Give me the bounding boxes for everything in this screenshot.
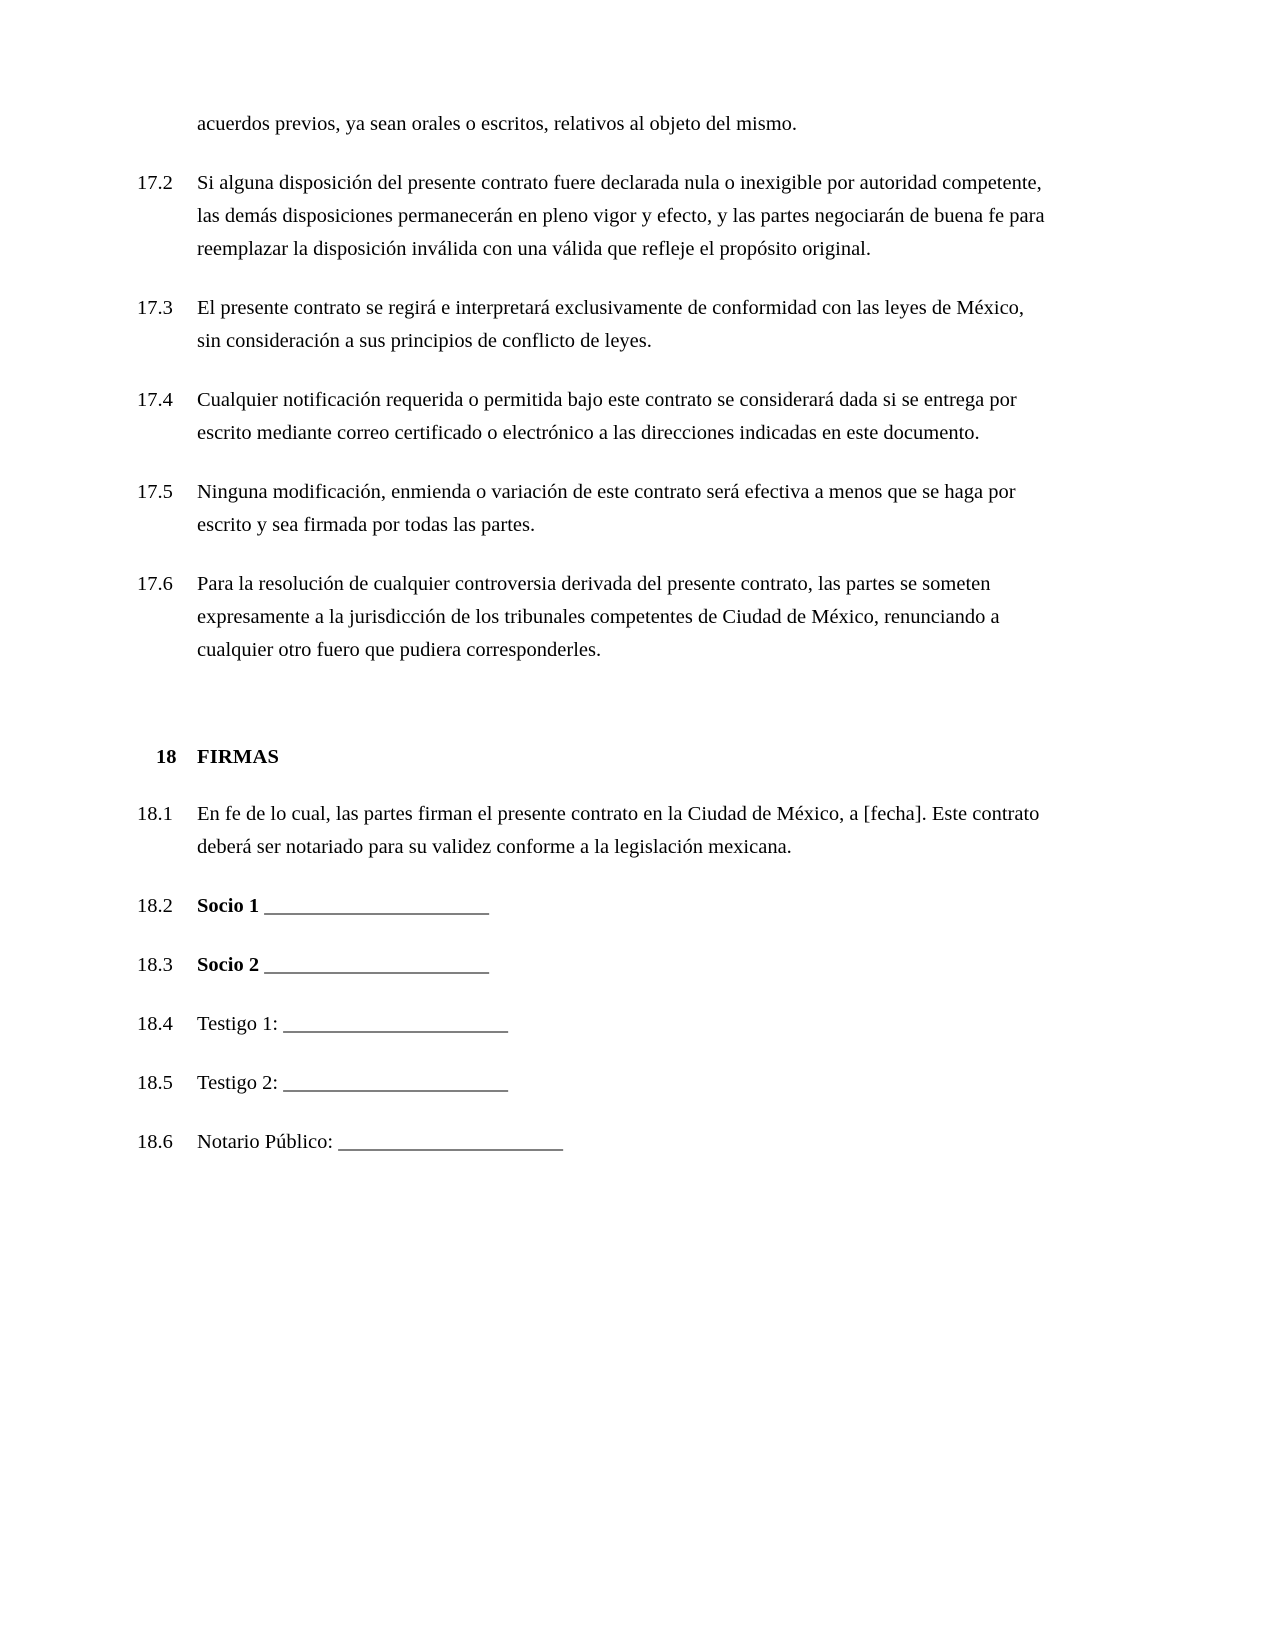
clause-17-3 [137,292,1050,358]
clause-number: 18.6 [137,1131,173,1153]
section-number: 18 [156,746,177,768]
signature-line-18-5 [137,1067,1050,1100]
clause-text: En fe de lo cual, las partes firman el presente contrato en la Ciudad de México, a [fecha]. Este contrato deberá ser notariado para su validez conforme a la legislación mexicana. [197,803,1040,858]
clause-18-1 [137,798,1050,864]
clause-17-5 [137,476,1050,542]
signature-label: Notario Público: [197,1131,334,1153]
clause-text: Para la resolución de cualquier controversia derivada del presente contrato, las partes se someten expresamente a la jurisdicción de los tribunales competentes de Ciudad de México, renunciando a cualquier otro fuero que pudiera corresponderles. [197,573,1000,661]
section-title: FIRMAS [197,746,280,768]
clause-number: 18.3 [137,954,173,976]
signature-row [197,1126,1050,1159]
clause-number: 18.2 [137,895,173,917]
signature-row [197,1008,1050,1041]
signature-label: Testigo 2: [197,1072,279,1094]
clause-number: 17.6 [137,573,173,595]
clause-number: 17.3 [137,297,173,319]
signature-rule[interactable]: _______________________ [264,895,489,917]
clause-text: Cualquier notificación requerida o permitida bajo este contrato se considerará dada si se entrega por escrito mediante correo certificado o electrónico a las direcciones indicadas en este documento. [197,389,1017,444]
clause-17-6 [137,568,1050,667]
signature-label: Socio 2 [197,954,260,976]
signature-line-18-2 [137,890,1050,923]
clause-text: El presente contrato se regirá e interpretará exclusivamente de conformidad con las leyes de México, sin consideración a sus principios de conflicto de leyes. [197,297,1025,352]
signature-rule[interactable]: _______________________ [338,1131,563,1153]
signature-row [197,949,1050,982]
clause-17-4 [137,384,1050,450]
signature-rule[interactable]: _______________________ [283,1072,508,1094]
clause-number: 18.5 [137,1072,173,1094]
signature-rule[interactable]: _______________________ [264,954,489,976]
clause-number: 17.4 [137,389,173,411]
clause-17-2 [137,167,1050,266]
clause-number: 18.1 [137,803,173,825]
section-heading-firmas [137,741,1050,774]
signature-row [197,1067,1050,1100]
clause-text: Ninguna modificación, enmienda o variación de este contrato será efectiva a menos que se haga por escrito y sea firmada por todas las partes. [197,481,1016,536]
continuation-paragraph: acuerdos previos, ya sean orales o escritos, relativos al objeto del mismo. [197,113,798,135]
clause-number: 17.5 [137,481,173,503]
document-body [137,108,1050,1159]
signature-line-18-4 [137,1008,1050,1041]
signature-line-18-6 [137,1126,1050,1159]
signature-label: Socio 1 [197,895,260,917]
clause-number: 17.2 [137,172,173,194]
signature-label: Testigo 1: [197,1013,279,1035]
signature-row [197,890,1050,923]
signature-rule[interactable]: _______________________ [283,1013,508,1035]
clause-number: 18.4 [137,1013,173,1035]
clause-text: Si alguna disposición del presente contrato fuere declarada nula o inexigible por autoridad competente, las demás disposiciones permanecerán en pleno vigor y efecto, y las partes negociarán de buena fe para reemplazar la disposición inválida con una válida que refleje el propósito original. [197,172,1045,260]
signature-line-18-3 [137,949,1050,982]
